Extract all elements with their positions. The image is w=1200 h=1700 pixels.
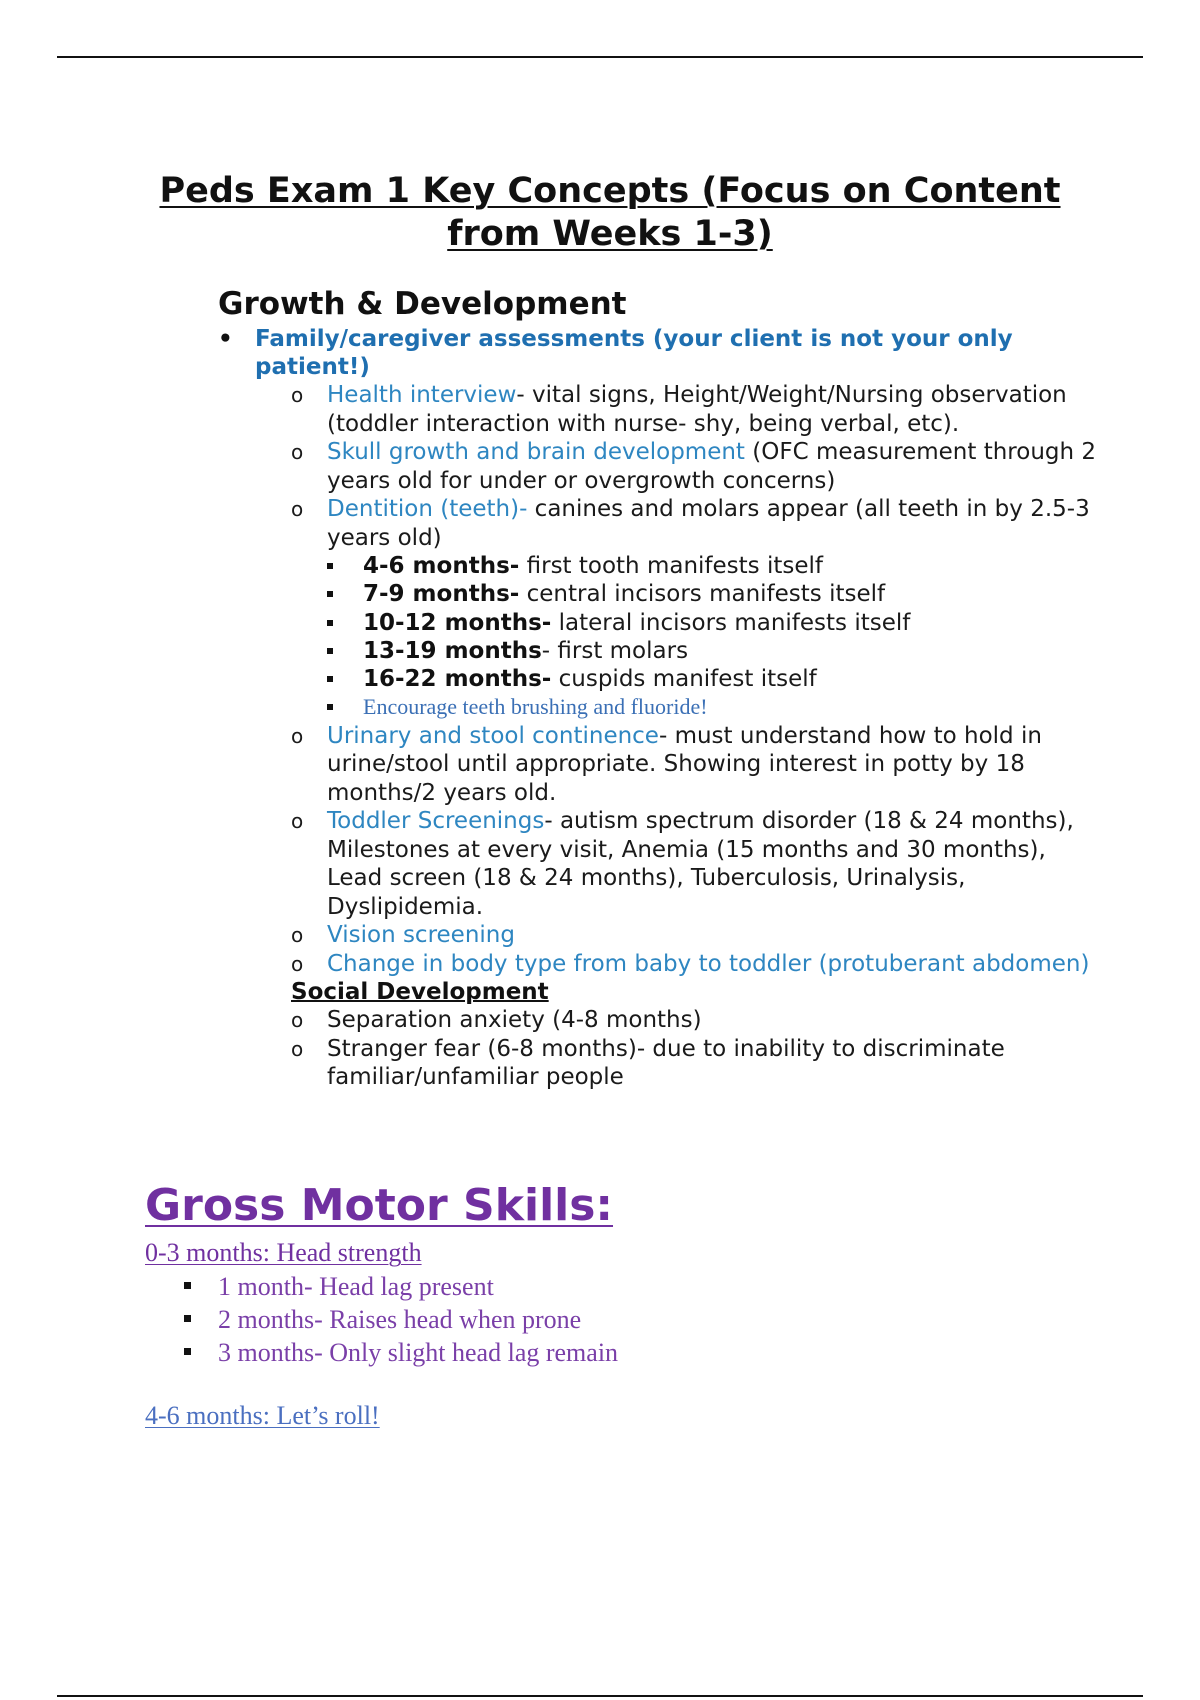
head-strength-list	[184, 1270, 1045, 1369]
top-rule	[57, 56, 1143, 58]
teeth-text: lateral incisors manifests itself	[551, 609, 911, 636]
list-item	[291, 495, 1098, 552]
square-bullet-icon	[184, 1348, 191, 1355]
teeth-item	[327, 665, 1098, 693]
circle-marker-icon: o	[291, 497, 304, 521]
item-text: 1 month- Head lag present	[218, 1272, 494, 1301]
list-item	[291, 921, 1098, 950]
square-bullet-icon	[327, 648, 333, 654]
item-text: - vital signs, Height/Weight/Nursing observation (toddler interaction with nurse- shy, being verbal, etc).	[327, 382, 1067, 437]
social-heading: Social Development	[291, 979, 549, 1006]
item-highlight: Skull growth and brain development	[327, 439, 745, 465]
square-bullet-icon	[327, 563, 333, 569]
gross-subheading: 0-3 months: Head strength	[145, 1238, 422, 1267]
square-bullet-icon	[184, 1315, 191, 1322]
teeth-list	[327, 552, 1098, 722]
teeth-age: 13-19 months	[363, 637, 542, 664]
item-text: canines and molars appear (all teeth in by 2.5-3 years old)	[327, 496, 1090, 551]
social-text: Stranger fear (6-8 months)- due to inability to discriminate familiar/unfamiliar people	[327, 1035, 1005, 1091]
teeth-item	[327, 637, 1098, 665]
gross-heading: Gross Motor Skills:	[145, 1180, 614, 1231]
item-highlight: Urinary and stool continence	[327, 722, 659, 749]
list-item	[291, 438, 1098, 495]
square-bullet-icon	[327, 676, 333, 682]
item-text: - autism spectrum disorder (18 & 24 months), Milestones at every visit, Anemia (15 months and 30 months), Lead screen (18 & 24 months), Tuberculosis, Urinalysis, Dyslipidemia.	[327, 808, 1074, 920]
item-text: 2 months- Raises head when prone	[218, 1305, 582, 1334]
teeth-text: central incisors manifests itself	[519, 581, 886, 608]
square-bullet-icon	[327, 620, 333, 626]
item-text: (OFC measurement through 2 years old for under or overgrowth concerns)	[327, 439, 1097, 494]
list-item	[184, 1336, 1045, 1369]
social-item	[291, 1006, 1098, 1035]
teeth-age: 16-22 months-	[363, 666, 552, 693]
circle-marker-icon: o	[291, 440, 304, 464]
item-text: 3 months- Only slight head lag remain	[218, 1338, 619, 1367]
circle-marker-icon: o	[291, 1036, 304, 1061]
teeth-age: 10-12 months-	[363, 609, 552, 636]
teeth-age: 7-9 months-	[363, 581, 520, 608]
teeth-age: 4-6 months-	[363, 553, 520, 579]
circle-marker-icon: o	[291, 1008, 304, 1033]
list-item	[291, 722, 1098, 808]
teeth-item	[327, 580, 1098, 608]
teeth-text: - first molars	[541, 637, 689, 664]
growth-heading: Growth & Development	[218, 286, 627, 322]
page-title: Peds Exam 1 Key Concepts (Focus on Content from Weeks 1-3)	[159, 171, 1061, 254]
social-item	[291, 1035, 1098, 1092]
item-text: - must understand how to hold in urine/stool until appropriate. Showing interest in potty by 18 months/2 years old.	[327, 722, 1042, 806]
teeth-text: first tooth manifests itself	[519, 553, 823, 579]
gross-subheading: 4-6 months: Let’s roll!	[145, 1401, 380, 1430]
teeth-text: cuspids manifest itself	[551, 666, 817, 693]
item-highlight: Toddler Screenings	[327, 808, 545, 835]
list-item	[291, 381, 1098, 438]
list-item	[184, 1303, 1045, 1336]
gross-motor-section	[145, 1180, 1045, 1433]
teeth-note-item	[327, 693, 1098, 721]
item-highlight: Change in body type from baby to toddler (protuberant abdomen)	[327, 950, 1090, 977]
list-item	[291, 807, 1098, 921]
assessment-list	[291, 381, 1098, 1092]
family-bullet	[218, 325, 1098, 381]
circle-marker-icon: o	[291, 951, 304, 976]
teeth-item	[327, 552, 1098, 580]
social-text: Separation anxiety (4-8 months)	[327, 1007, 702, 1034]
item-highlight: Health interview	[327, 382, 517, 408]
family-bullet-text: Family/caregiver assessments (your client is not your only patient!)	[255, 326, 1013, 380]
circle-marker-icon: o	[291, 723, 304, 748]
circle-marker-icon: o	[291, 383, 304, 407]
list-item	[291, 950, 1098, 979]
square-bullet-icon	[184, 1282, 191, 1289]
item-highlight: Dentition (teeth)-	[327, 496, 528, 522]
bullet-dot-icon: •	[218, 326, 233, 352]
square-bullet-icon	[327, 704, 333, 710]
teeth-note: Encourage teeth brushing and fluoride!	[363, 694, 708, 720]
square-bullet-icon	[327, 591, 333, 597]
bottom-rule	[57, 1695, 1143, 1697]
item-highlight: Vision screening	[327, 922, 515, 949]
circle-marker-icon: o	[291, 923, 304, 948]
teeth-item	[327, 609, 1098, 637]
growth-section	[218, 285, 1098, 1092]
list-item	[184, 1270, 1045, 1303]
circle-marker-icon: o	[291, 809, 304, 834]
